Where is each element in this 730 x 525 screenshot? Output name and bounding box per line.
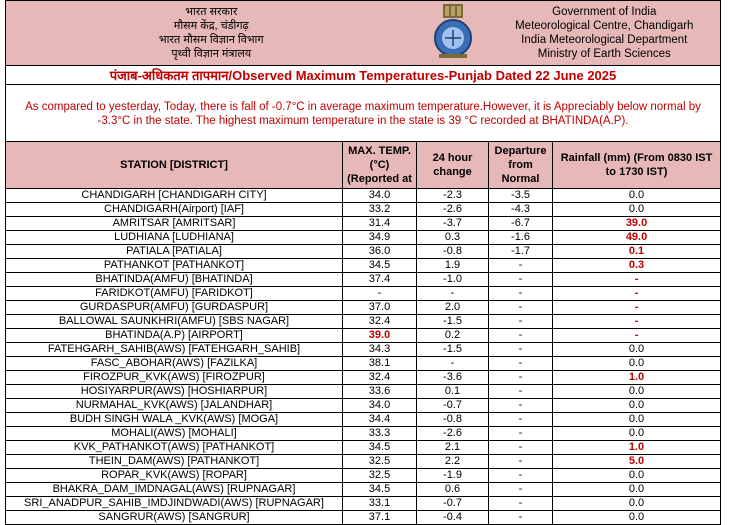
rainfall-cell: -	[553, 273, 721, 287]
rainfall-cell: -	[553, 301, 721, 315]
report-sheet	[5, 0, 720, 525]
max-temp-cell: 37.0	[343, 301, 417, 315]
change-cell: 2.1	[417, 441, 489, 455]
rainfall-cell: -	[553, 329, 721, 343]
departure-cell: -4.3	[489, 203, 553, 217]
hindi-line: भारत मौसम विज्ञान विभाग	[158, 34, 264, 46]
station-cell: PATIALA [PATIALA]	[6, 245, 343, 259]
rainfall-cell: 0.1	[553, 245, 721, 259]
table-row	[6, 329, 721, 343]
english-line: Ministry of Earth Sciences	[537, 48, 671, 60]
departure-cell: -3.5	[489, 189, 553, 203]
max-temp-cell: 31.4	[343, 217, 417, 231]
english-line: Meteorological Centre, Chandigarh	[515, 20, 694, 32]
rainfall-cell: 5.0	[553, 455, 721, 469]
letterhead-hindi	[6, 1, 417, 66]
imd-emblem-icon	[429, 4, 477, 58]
station-cell: PATHANKOT [PATHANKOT]	[6, 259, 343, 273]
table-row	[6, 427, 721, 441]
departure-cell: -	[489, 469, 553, 483]
station-cell: GURDASPUR(AMFU) [GURDASPUR]	[6, 301, 343, 315]
station-cell: NURMAHAL_KVK(AWS) [JALANDHAR]	[6, 399, 343, 413]
table-row	[6, 301, 721, 315]
departure-cell: -	[489, 483, 553, 497]
station-cell: SANGRUR(AWS) [SANGRUR]	[6, 511, 343, 525]
max-temp-cell: 34.0	[343, 189, 417, 203]
station-cell: BALLOWAL SAUNKHRI(AMFU) [SBS NAGAR]	[6, 315, 343, 329]
station-cell: FATEHGARH_SAHIB(AWS) [FATEHGARH_SAHIB]	[6, 343, 343, 357]
table-row	[6, 259, 721, 273]
departure-cell: -1.7	[489, 245, 553, 259]
rainfall-cell: 1.0	[553, 441, 721, 455]
change-cell: -1.9	[417, 469, 489, 483]
max-temp-cell: 34.0	[343, 399, 417, 413]
departure-cell: -	[489, 315, 553, 329]
departure-cell: -	[489, 287, 553, 301]
departure-cell: -6.7	[489, 217, 553, 231]
departure-cell: -	[489, 455, 553, 469]
max-temp-cell: 37.4	[343, 273, 417, 287]
table-row	[6, 385, 721, 399]
column-header-row	[6, 142, 721, 189]
table-row	[6, 413, 721, 427]
max-temp-cell: 34.5	[343, 483, 417, 497]
table-row	[6, 441, 721, 455]
rainfall-cell: 0.3	[553, 259, 721, 273]
rainfall-cell: -	[553, 315, 721, 329]
max-temp-cell: 34.5	[343, 259, 417, 273]
table-row	[6, 399, 721, 413]
change-cell: -0.7	[417, 399, 489, 413]
rainfall-cell: 0.0	[553, 497, 721, 511]
letterhead-emblem	[417, 1, 489, 66]
table-row	[6, 511, 721, 525]
change-cell: -2.3	[417, 189, 489, 203]
table-row	[6, 315, 721, 329]
col-station: STATION [DISTRICT]	[6, 142, 343, 189]
change-cell: 0.1	[417, 385, 489, 399]
max-temp-cell: 32.4	[343, 371, 417, 385]
rainfall-cell: 0.0	[553, 385, 721, 399]
max-temp-cell: 32.5	[343, 469, 417, 483]
station-cell: LUDHIANA [LUDHIANA]	[6, 231, 343, 245]
departure-cell: -	[489, 329, 553, 343]
change-cell: -0.8	[417, 413, 489, 427]
rainfall-cell: 0.0	[553, 399, 721, 413]
station-cell: BHAKRA_DAM_IMDNAGAL(AWS) [RUPNAGAR]	[6, 483, 343, 497]
departure-cell: -1.6	[489, 231, 553, 245]
max-temp-cell: -	[343, 287, 417, 301]
max-temp-cell: 34.3	[343, 343, 417, 357]
departure-cell: -	[489, 399, 553, 413]
change-cell: -1.5	[417, 343, 489, 357]
departure-cell: -	[489, 441, 553, 455]
station-rows	[6, 189, 721, 525]
hindi-line: भारत सरकार	[185, 6, 238, 18]
letterhead-english	[489, 1, 721, 66]
rainfall-cell: 0.0	[553, 357, 721, 371]
station-cell: CHANDIGARH(Airport) [IAF]	[6, 203, 343, 217]
station-cell: FASC_ABOHAR(AWS) [FAZILKA]	[6, 357, 343, 371]
hindi-line: मौसम केंद्र, चंडीगढ़	[173, 20, 249, 32]
change-cell: 0.2	[417, 329, 489, 343]
table-row	[6, 469, 721, 483]
table-row	[6, 189, 721, 203]
table-row	[6, 483, 721, 497]
change-cell: -1.5	[417, 315, 489, 329]
change-cell: -3.6	[417, 371, 489, 385]
change-cell: 0.3	[417, 231, 489, 245]
col-rainfall: Rainfall (mm) (From 0830 IST to 1730 IST)	[553, 142, 721, 189]
station-cell: AMRITSAR [AMRITSAR]	[6, 217, 343, 231]
rainfall-cell: -	[553, 287, 721, 301]
change-cell: -3.7	[417, 217, 489, 231]
summary-text: As compared to yesterday, Today, there is fall of -0.7°C in average maximum temperature.However, it is Appreciably below normal by -3.3°C in the state. The highest maximum temperature in the state is 39 °C recorded at BHATINDA(A.P).	[6, 85, 721, 142]
table-row	[6, 203, 721, 217]
change-cell: -2.6	[417, 427, 489, 441]
departure-cell: -	[489, 301, 553, 315]
departure-cell: -	[489, 273, 553, 287]
max-temp-cell: 32.4	[343, 315, 417, 329]
rainfall-cell: 1.0	[553, 371, 721, 385]
station-cell: SRI_ANADPUR_SAHIB_IMDJINDWADI(AWS) [RUPNAGAR]	[6, 497, 343, 511]
table-row	[6, 245, 721, 259]
change-cell: -2.6	[417, 203, 489, 217]
rainfall-cell: 0.0	[553, 511, 721, 525]
station-cell: FARIDKOT(AMFU) [FARIDKOT]	[6, 287, 343, 301]
table-row	[6, 287, 721, 301]
rainfall-cell: 0.0	[553, 189, 721, 203]
rainfall-cell: 39.0	[553, 217, 721, 231]
change-cell: -	[417, 287, 489, 301]
hindi-line: पृथ्वी विज्ञान मंत्रालय	[171, 48, 252, 60]
departure-cell: -	[489, 371, 553, 385]
col-departure: Departure from Normal	[489, 142, 553, 189]
english-line: India Meteorological Department	[521, 34, 688, 46]
max-temp-cell: 34.4	[343, 413, 417, 427]
max-temp-cell: 39.0	[343, 329, 417, 343]
station-cell: THEIN_DAM(AWS) [PATHANKOT]	[6, 455, 343, 469]
table-row	[6, 231, 721, 245]
station-cell: KVK_PATHANKOT(AWS) [PATHANKOT]	[6, 441, 343, 455]
rainfall-cell: 0.0	[553, 469, 721, 483]
station-cell: BHATINDA(A.P) [AIRPORT]	[6, 329, 343, 343]
change-cell: -	[417, 357, 489, 371]
english-line: Government of India	[552, 6, 657, 18]
change-cell: 1.9	[417, 259, 489, 273]
rainfall-cell: 49.0	[553, 231, 721, 245]
rainfall-cell: 0.0	[553, 483, 721, 497]
table-row	[6, 357, 721, 371]
max-temp-cell: 34.9	[343, 231, 417, 245]
station-cell: FIROZPUR_KVK(AWS) [FIROZPUR]	[6, 371, 343, 385]
station-cell: ROPAR_KVK(AWS) [ROPAR]	[6, 469, 343, 483]
table-row	[6, 217, 721, 231]
station-cell: MOHALI(AWS) [MOHALI]	[6, 427, 343, 441]
rainfall-cell: 0.0	[553, 427, 721, 441]
table-row	[6, 371, 721, 385]
max-temp-cell: 34.5	[343, 441, 417, 455]
rainfall-cell: 0.0	[553, 203, 721, 217]
letterhead	[6, 1, 721, 66]
departure-cell: -	[489, 343, 553, 357]
change-cell: -0.7	[417, 497, 489, 511]
max-temp-cell: 33.3	[343, 427, 417, 441]
station-cell: CHANDIGARH [CHANDIGARH CITY]	[6, 189, 343, 203]
table-row	[6, 455, 721, 469]
max-temp-cell: 33.1	[343, 497, 417, 511]
rainfall-cell: 0.0	[553, 413, 721, 427]
departure-cell: -	[489, 357, 553, 371]
change-cell: -0.4	[417, 511, 489, 525]
max-temp-cell: 37.1	[343, 511, 417, 525]
report-title: पंजाब-अधिकतम तापमान/Observed Maximum Temperatures-Punjab Dated 22 June 2025	[6, 66, 721, 85]
change-cell: -0.8	[417, 245, 489, 259]
change-cell: 2.2	[417, 455, 489, 469]
table-row	[6, 343, 721, 357]
table-row	[6, 497, 721, 511]
departure-cell: -	[489, 511, 553, 525]
max-temp-cell: 36.0	[343, 245, 417, 259]
col-max-temp: MAX. TEMP.(°C) (Reported at	[343, 142, 417, 189]
departure-cell: -	[489, 427, 553, 441]
max-temp-cell: 33.6	[343, 385, 417, 399]
departure-cell: -	[489, 413, 553, 427]
table-row	[6, 273, 721, 287]
departure-cell: -	[489, 259, 553, 273]
report-table	[5, 0, 721, 525]
station-cell: HOSIYARPUR(AWS) [HOSHIARPUR]	[6, 385, 343, 399]
max-temp-cell: 38.1	[343, 357, 417, 371]
max-temp-cell: 32.5	[343, 455, 417, 469]
departure-cell: -	[489, 497, 553, 511]
station-cell: BUDH SINGH WALA _KVK(AWS) [MOGA]	[6, 413, 343, 427]
station-cell: BHATINDA(AMFU) [BHATINDA]	[6, 273, 343, 287]
change-cell: -1.0	[417, 273, 489, 287]
departure-cell: -	[489, 385, 553, 399]
rainfall-cell: 0.0	[553, 343, 721, 357]
max-temp-cell: 33.2	[343, 203, 417, 217]
change-cell: 2.0	[417, 301, 489, 315]
col-24h-change: 24 hour change	[417, 142, 489, 189]
change-cell: 0.6	[417, 483, 489, 497]
